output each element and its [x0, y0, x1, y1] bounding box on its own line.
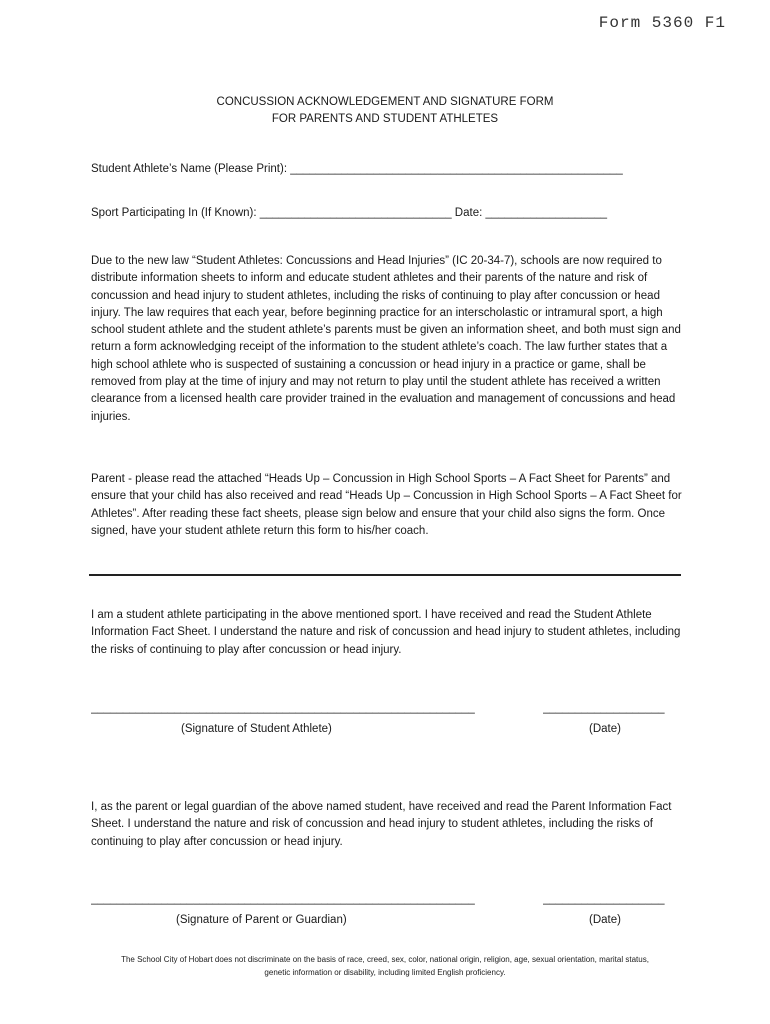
athlete-date-caption: (Date): [589, 723, 621, 735]
form-title-line-1: CONCUSSION ACKNOWLEDGEMENT AND SIGNATURE FORM: [216, 96, 554, 108]
parent-signature-line: ____________________________________________________________: [91, 893, 475, 905]
parent-signature-caption: (Signature of Parent or Guardian): [176, 914, 347, 926]
sport-date-field: Sport Participating In (If Known): ______________________________ Date: ___________________: [91, 207, 608, 219]
athlete-signature-line: ____________________________________________________________: [91, 702, 475, 714]
parent-date-line: ___________________: [543, 893, 665, 905]
parent-statement-paragraph: I, as the parent or legal guardian of the above named student, have received and read the Parent Information Fact Sheet. I understand the nature and risk of concussion and head injury to student athletes, including the risks of continuing to play after concussion or head injury.: [91, 801, 672, 848]
athlete-date-line: ___________________: [543, 702, 665, 714]
athlete-signature-caption: (Signature of Student Athlete): [181, 723, 332, 735]
athlete-statement-paragraph: I am a student athlete participating in the above mentioned sport. I have received and read the Student Athlete Information Fact Sheet. I understand the nature and risk of concussion and head injury to student athletes, including the risks of continuing to play after concussion or head injury.: [91, 609, 681, 656]
section-divider: [89, 574, 681, 576]
form-number: Form 5360 F1: [598, 14, 726, 32]
parent-date-caption: (Date): [589, 914, 621, 926]
athlete-name-field: Student Athlete’s Name (Please Print): ____________________________________________________: [91, 163, 623, 175]
nondiscrimination-footer: [0, 953, 770, 979]
footer-line-1: The School City of Hobart does not discriminate on the basis of race, creed, sex, color, national origin, religion, age, sexual orientation, marital status,: [121, 955, 649, 964]
parent-instructions-paragraph: Parent - please read the attached “Heads Up – Concussion in High School Sports – A Fact Sheet for Parents” and ensure that your child has also received and read “Heads Up – Concussion in High School Sports – A Fact Sheet for Athletes”. After reading these fact sheets, please sign below and ensure that your child also signs the form. Once signed, have your student athlete return this form to his/her coach.: [91, 473, 682, 537]
footer-line-2: genetic information or disability, including limited English proficiency.: [264, 968, 506, 977]
form-title: [0, 94, 770, 128]
form-title-line-2: FOR PARENTS AND STUDENT ATHLETES: [271, 113, 499, 125]
law-paragraph: Due to the new law “Student Athletes: Concussions and Head Injuries” (IC 20-34-7), schools are now required to distribute information sheets to inform and educate student athletes and their parents of the nature and risk of concussion and head injury to student athletes, including the risks of continuing to play after concussion or head injury. The law requires that each year, before beginning practice for an interscholastic or intramural sport, a high school student athlete and the student athlete’s parents must be given an information sheet, and both must sign and return a form acknowledging receipt of the information to the student athlete’s coach. The law further states that a high school athlete who is suspected of sustaining a concussion or head injury in a practice or game, shall be removed from play at the time of injury and may not return to play until the student athlete has received a written clearance from a licensed health care provider trained in the evaluation and management of concussions and head injuries.: [91, 255, 681, 423]
